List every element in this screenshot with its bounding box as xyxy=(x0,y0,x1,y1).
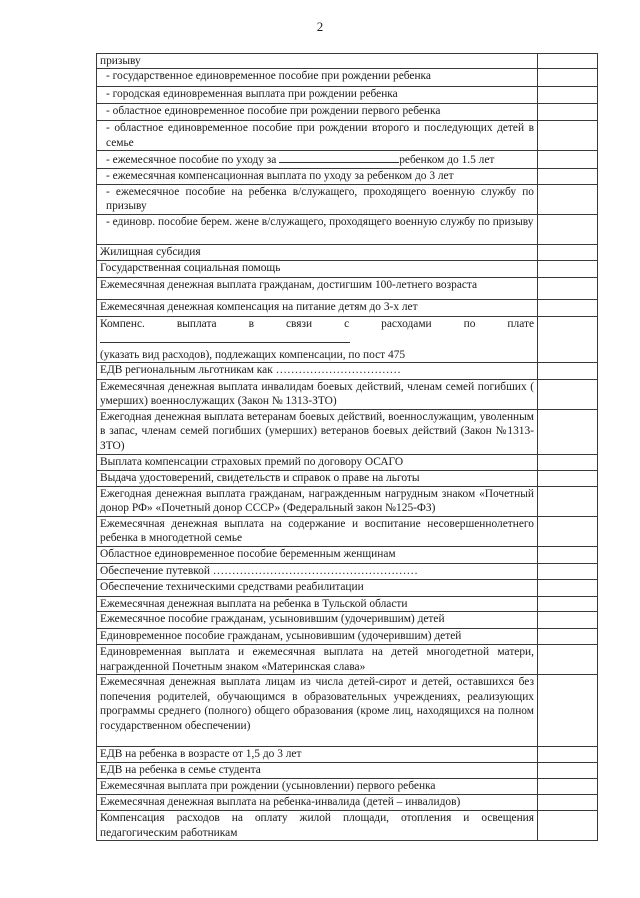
table-row xyxy=(97,260,598,277)
table-row xyxy=(97,380,598,410)
benefit-label: ЕДВ на ребенка в возрасте от 1,5 до 3 лет xyxy=(100,748,302,761)
blank-answer-cell xyxy=(538,151,598,168)
benefit-label-cell xyxy=(97,795,538,811)
benefit-label: Ежегодная денежная выплата гражданам, награжденным нагрудным знаком «Почетный донор РФ» «Почетный донор СССР» (Федеральный закон №125-ФЗ) xyxy=(100,488,534,515)
table-row xyxy=(97,547,598,564)
blank-answer-cell xyxy=(538,471,598,487)
blank-answer-cell xyxy=(538,675,598,747)
benefit-label: Ежемесячная денежная выплата на ребенка в Тульской области xyxy=(100,598,408,611)
benefit-label-line: Компенс. выплата в связи с расходами по плате xyxy=(100,317,534,330)
benefit-label-cell xyxy=(97,316,538,362)
blank-answer-cell xyxy=(538,244,598,260)
blank-answer-cell xyxy=(538,363,598,380)
benefit-label-cell xyxy=(97,410,538,455)
benefit-label-cell xyxy=(97,629,538,645)
table-row xyxy=(97,87,598,104)
blank-answer-cell xyxy=(538,380,598,410)
blank-answer-cell xyxy=(538,121,598,151)
blank-answer-cell xyxy=(538,184,598,214)
blank-answer-cell xyxy=(538,260,598,277)
benefit-label-text: ребенком до 1.5 лет xyxy=(399,154,495,167)
blank-answer-cell xyxy=(538,214,598,244)
benefit-label: - единовр. пособие берем. жене в/служащего, проходящего военную службу по призыву xyxy=(106,215,534,228)
table-row xyxy=(97,214,598,244)
benefit-label-cell xyxy=(97,763,538,779)
blank-answer-cell xyxy=(538,168,598,184)
blank-answer-cell xyxy=(538,487,598,517)
table-row xyxy=(97,779,598,795)
benefit-label: Единовременное пособие гражданам, усыновившим (удочерившим) детей xyxy=(100,630,462,643)
blank-answer-cell xyxy=(538,795,598,811)
table-row xyxy=(97,184,598,214)
blank-answer-cell xyxy=(538,277,598,299)
benefit-label-cell xyxy=(97,363,538,380)
benefit-label-cell xyxy=(97,87,538,104)
benefit-label: Компенсация расходов на оплату жилой площади, отопления и освещения педагогическим работникам xyxy=(100,812,534,839)
blank-answer-cell xyxy=(538,564,598,580)
blank-answer-cell xyxy=(538,547,598,564)
benefit-label: Ежемесячная выплата при рождении (усыновлении) первого ребенка xyxy=(100,780,436,793)
benefit-label xyxy=(100,151,534,167)
benefit-label-cell xyxy=(97,517,538,547)
benefit-label-cell xyxy=(97,564,538,580)
table-row xyxy=(97,69,598,87)
blank-answer-cell xyxy=(538,104,598,121)
benefit-label-cell xyxy=(97,54,538,69)
benefit-label-cell xyxy=(97,244,538,260)
benefit-label: Ежемесячная денежная выплата гражданам, достигшим 100-летнего возраста xyxy=(100,278,478,291)
benefit-label: Ежемесячная денежная выплата на содержание и воспитание несовершеннолетнего ребенка в многодетной семье xyxy=(100,518,534,545)
benefit-label: Ежемесячное пособие гражданам, усыновившим (удочерившим) детей xyxy=(100,613,445,626)
table-row xyxy=(97,299,598,316)
benefit-label-cell xyxy=(97,277,538,299)
benefit-label: Ежемесячная денежная компенсация на питание детям до 3-х лет xyxy=(100,300,418,313)
benefit-label: призыву xyxy=(100,55,141,67)
table-row xyxy=(97,54,598,69)
benefit-label: ЕДВ региональным льготникам как …………………………… xyxy=(100,364,401,377)
blank-answer-cell xyxy=(538,316,598,362)
fill-in-blank xyxy=(279,151,399,163)
table-row xyxy=(97,612,598,629)
benefit-label-cell xyxy=(97,779,538,795)
benefit-label: ЕДВ на ребенка в семье студента xyxy=(100,764,261,777)
benefit-label-cell xyxy=(97,299,538,316)
benefit-label: Единовременная выплата и ежемесячная выплата на детей многодетной матери, награжденной Почетным знаком «Материнская слава» xyxy=(100,646,534,673)
benefit-label-cell xyxy=(97,487,538,517)
page-number: 2 xyxy=(316,19,324,34)
benefit-label-text: - ежемесячное пособие по уходу за xyxy=(106,154,280,167)
table-row xyxy=(97,410,598,455)
benefit-label-cell xyxy=(97,184,538,214)
benefit-label-cell xyxy=(97,104,538,121)
benefit-label: Обеспечение техническими средствами реабилитации xyxy=(100,581,364,594)
benefit-label-cell xyxy=(97,580,538,597)
blank-answer-cell xyxy=(538,612,598,629)
table-row xyxy=(97,629,598,645)
benefit-label: - государственное единовременное пособие при рождении ребенка xyxy=(106,70,431,83)
benefit-label-cell xyxy=(97,380,538,410)
blank-answer-cell xyxy=(538,747,598,763)
table-row xyxy=(97,517,598,547)
blank-answer-cell xyxy=(538,597,598,612)
benefit-label: Ежемесячная денежная выплата лицам из числа детей-сирот и детей, оставшихся без попечения родителей, обучающимся в образовательных учреждениях, реализующих программы среднего (полного) общего образования (кроме лиц, находящихся на полном государственном обеспечении) xyxy=(100,676,534,732)
blank-answer-cell xyxy=(538,779,598,795)
benefit-label: Выплата компенсации страховых премий по договору ОСАГО xyxy=(100,456,404,469)
table-row xyxy=(97,121,598,151)
benefit-label-cell xyxy=(97,121,538,151)
benefit-label-cell xyxy=(97,168,538,184)
blank-answer-cell xyxy=(538,580,598,597)
benefit-label: - областное единовременное пособие при рождении первого ребенка xyxy=(106,105,441,118)
table-row xyxy=(97,455,598,471)
table-row xyxy=(97,277,598,299)
benefit-label: Ежемесячная денежная выплата инвалидам боевых действий, членам семей погибших ( умерших) военнослужащих (Закон № 1313-ЗТО) xyxy=(100,381,534,408)
benefit-label: Жилищная субсидия xyxy=(100,245,201,258)
benefit-label-cell xyxy=(97,811,538,841)
benefit-label-cell xyxy=(97,260,538,277)
benefit-label: - ежемесячная компенсационная выплата по уходу за ребенком до 3 лет xyxy=(106,169,454,182)
blank-answer-cell xyxy=(538,87,598,104)
table-row xyxy=(97,645,598,675)
blank-answer-cell xyxy=(538,763,598,779)
benefit-label-cell xyxy=(97,214,538,244)
blank-answer-cell xyxy=(538,410,598,455)
table-row xyxy=(97,487,598,517)
fill-in-blank xyxy=(100,331,534,347)
benefit-label-cell xyxy=(97,645,538,675)
benefit-label: Обеспечение путевкой ……………………………………………… xyxy=(100,565,418,578)
benefits-table xyxy=(96,53,598,841)
benefit-label-cell xyxy=(97,455,538,471)
benefit-label-cell xyxy=(97,69,538,87)
blank-answer-cell xyxy=(538,811,598,841)
benefit-label: Ежегодная денежная выплата ветеранам боевых действий, военнослужащим, уволенным в запас, членам семей погибших (умерших) ветеранов боевых действий (Закон №1313-ЗТО) xyxy=(100,411,534,452)
table-row xyxy=(97,316,598,362)
benefit-label: Выдача удостоверений, свидетельств и справок о праве на льготы xyxy=(100,472,420,485)
blank-answer-cell xyxy=(538,517,598,547)
blank-answer-cell xyxy=(538,455,598,471)
table-row xyxy=(97,104,598,121)
blank-answer-cell xyxy=(538,299,598,316)
table-row xyxy=(97,675,598,747)
table-row xyxy=(97,597,598,612)
benefit-label: Областное единовременное пособие беременным женщинам xyxy=(100,548,396,561)
table-row xyxy=(97,763,598,779)
table-row xyxy=(97,151,598,168)
benefit-label: - ежемесячное пособие на ребенка в/служащего, проходящего военную службу по призыву xyxy=(106,185,534,213)
benefit-label: Ежемесячная денежная выплата на ребенка-инвалида (детей – инвалидов) xyxy=(100,796,461,809)
benefit-label-line: (указать вид расходов), подлежащих компенсации, по пост 475 xyxy=(100,348,406,361)
table-row xyxy=(97,747,598,763)
benefit-label-cell xyxy=(97,597,538,612)
blank-answer-cell xyxy=(538,629,598,645)
table-row xyxy=(97,168,598,184)
table-row xyxy=(97,564,598,580)
blank-answer-cell xyxy=(538,54,598,69)
benefit-label: Государственная социальная помощь xyxy=(100,261,281,274)
benefit-label-cell xyxy=(97,612,538,629)
benefit-label-cell xyxy=(97,547,538,564)
blank-answer-cell xyxy=(538,645,598,675)
benefit-label: - областное единовременное пособие при рождении второго и последующих детей в семье xyxy=(106,122,534,149)
table-row xyxy=(97,363,598,380)
benefit-label-cell xyxy=(97,747,538,763)
benefit-label-cell xyxy=(97,151,538,168)
table-row xyxy=(97,471,598,487)
benefit-label-cell xyxy=(97,471,538,487)
blank-answer-cell xyxy=(538,69,598,87)
benefit-label: - городская единовременная выплата при рождении ребенка xyxy=(106,88,398,101)
table-row xyxy=(97,795,598,811)
benefit-label-cell xyxy=(97,675,538,747)
table-row xyxy=(97,811,598,841)
table-row xyxy=(97,244,598,260)
table-row xyxy=(97,580,598,597)
